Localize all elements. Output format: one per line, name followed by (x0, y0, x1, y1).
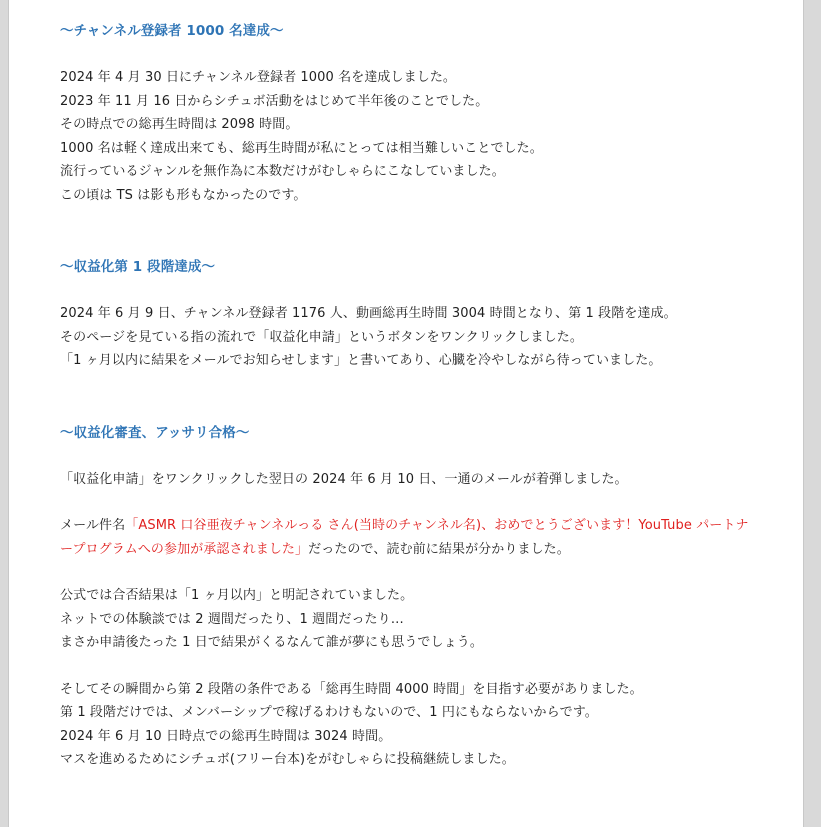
text-line: 2023 年 11 月 16 日からシチュボ活動をはじめて半年後のことでした。 (60, 93, 489, 109)
text-line: 「1 ヶ月以内に結果をメールでお知らせします」と書いてあり、心臓を冷やしながら待っていました。 (60, 353, 662, 368)
text-line: この頃は TS は影も形もなかったのです。 (60, 187, 307, 203)
section-heading-subscribers: ～チャンネル登録者 1000 名達成～ (60, 23, 284, 39)
mail-subject-line (60, 514, 780, 538)
text-line: まさか申請後たった 1 日で結果がくるなんて誰が夢にも思うでしょう。 (60, 635, 483, 650)
text-line: 「収益化申請」をワンクリックした翌日の 2024 年 6 月 10 日、一通のメールが着弾しました。 (60, 471, 628, 487)
text-line: ネットでの体験談では 2 週間だったり、1 週間だったり… (60, 611, 404, 627)
text-line: その時点での総再生時間は 2098 時間。 (60, 117, 299, 132)
section-heading-monetization-stage1: ～収益化第 1 段階達成～ (60, 259, 216, 275)
text-line: マスを進めるためにシチュボ(フリー台本)をがむしゃらに投稿継続しました。 (60, 752, 515, 767)
section-heading-review-passed: ～収益化審査、アッサリ合格～ (60, 424, 250, 441)
mail-subject-continued: ープログラムへの参加が承認されました」 (60, 541, 309, 557)
document-content (60, 19, 780, 772)
document-page (8, 0, 804, 827)
text-line: 第 1 段階だけでは、メンバーシップで稼げるわけもないので、1 円にもならないからです。 (60, 705, 598, 720)
text-line: 1000 名は軽く達成出来ても、総再生時間が私にとっては相当難しいことでした。 (60, 140, 543, 156)
mail-prefix: メール件名 (60, 518, 126, 533)
text-line: 2024 年 6 月 10 日時点での総再生時間は 3024 時間。 (60, 728, 392, 744)
mail-suffix: だったので、読む前に結果が分かりました。 (308, 541, 570, 557)
mail-subject: 「ASMR 口谷亜夜チャンネルっる さん(当時のチャンネル名)、おめでとうございます！YouTube パートナ (125, 518, 749, 533)
text-line: 2024 年 4 月 30 日にチャンネル登録者 1000 名を達成しました。 (60, 70, 457, 85)
mail-subject-line (60, 538, 780, 562)
text-line: そしてその瞬間から第 2 段階の条件である「総再生時間 4000 時間」を目指す必要がありました。 (60, 681, 643, 697)
text-line: 流行っているジャンルを無作為に本数だけがむしゃらにこなしていました。 (60, 164, 505, 179)
text-line: そのページを見ている指の流れで「収益化申請」というボタンをワンクリックしました。 (60, 329, 583, 345)
text-line: 2024 年 6 月 9 日、チャンネル登録者 1176 人、動画総再生時間 3004 時間となり、第 1 段階を達成。 (60, 306, 677, 321)
text-line: 公式では合否結果は「1 ヶ月以内」と明記されていました。 (60, 588, 414, 603)
